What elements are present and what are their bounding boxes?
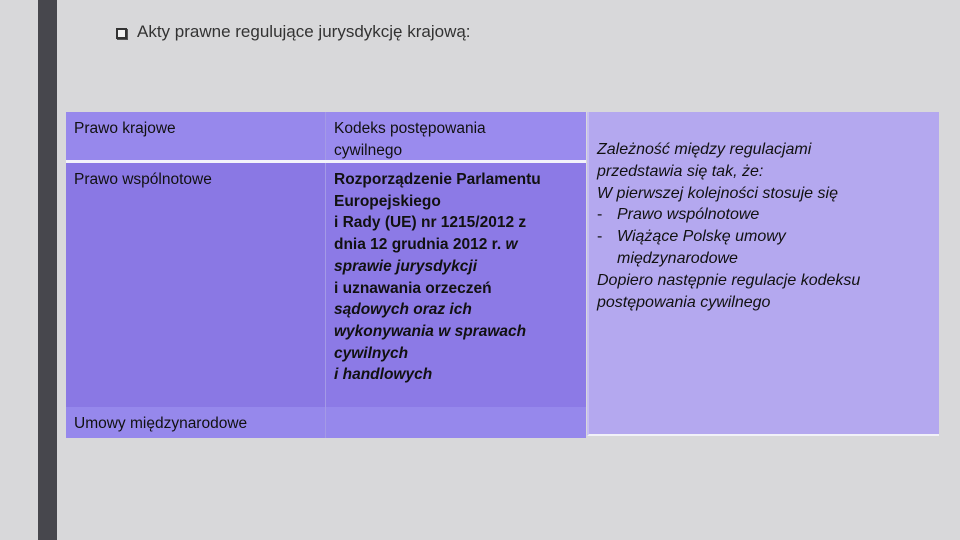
table-cell: Umowy międzynarodowe	[66, 407, 325, 438]
cell-italic-text: sądowych oraz ich	[334, 301, 472, 319]
cell-line	[334, 256, 578, 278]
table-cell	[325, 112, 586, 160]
note-line: Dopiero następnie regulacje kodeksu	[597, 271, 861, 289]
heading-text: Akty prawne regulujące jurysdykcję krajową:	[137, 22, 471, 41]
cell-italic-text: w	[505, 236, 518, 254]
cell-line: i uznawania orzeczeń	[334, 279, 492, 297]
note-item-text: międzynarodowe	[617, 249, 738, 267]
cell-line: Europejskiego	[334, 192, 441, 210]
cell-line	[334, 299, 578, 321]
note-item-text: Wiążące Polskę umowy	[617, 228, 786, 246]
cell-line	[334, 234, 578, 256]
cell-line: cywilnego	[334, 141, 403, 159]
table-cell	[325, 163, 586, 407]
regulations-table	[66, 112, 586, 438]
table-row	[66, 163, 586, 407]
slide-heading	[116, 22, 471, 42]
left-accent-bar	[38, 0, 57, 540]
cell-line	[334, 343, 578, 365]
cell-line: i Rady (UE) nr 1215/2012 z	[334, 214, 527, 232]
cell-italic-text: wykonywania w sprawach	[334, 322, 527, 340]
note-item-text: Prawo wspólnotowe	[617, 206, 760, 224]
dash-spacer	[597, 248, 617, 270]
cell-line	[334, 321, 578, 343]
note-line: W pierwszej kolejności stosuje się	[597, 184, 838, 202]
cell-line	[334, 364, 578, 386]
cell-text: dnia 12 grudnia 2012 r.	[334, 236, 506, 254]
note-list-item	[597, 226, 933, 248]
dash-bullet: -	[597, 206, 603, 224]
dependency-note-box	[587, 112, 939, 436]
note-list-item	[597, 204, 933, 226]
checkbox-bullet-icon	[116, 28, 127, 39]
table-row	[66, 407, 586, 438]
cell-line: Kodeks postępowania	[334, 120, 486, 137]
table-cell	[325, 407, 586, 438]
cell-italic-text: cywilnych	[334, 344, 409, 362]
table-cell: Prawo krajowe	[66, 112, 325, 160]
cell-italic-text: i handlowych	[334, 366, 433, 384]
dash-bullet: -	[597, 228, 603, 246]
note-line: Zależność między regulacjami	[597, 141, 812, 158]
note-line: przedstawia się tak, że:	[597, 162, 764, 180]
table-cell: Prawo wspólnotowe	[66, 163, 325, 407]
note-line: postępowania cywilnego	[597, 293, 771, 311]
cell-line: Rozporządzenie Parlamentu	[334, 171, 541, 188]
note-list-item-continuation	[597, 248, 933, 270]
table-row	[66, 112, 586, 160]
cell-italic-text: sprawie jurysdykcji	[334, 257, 478, 275]
